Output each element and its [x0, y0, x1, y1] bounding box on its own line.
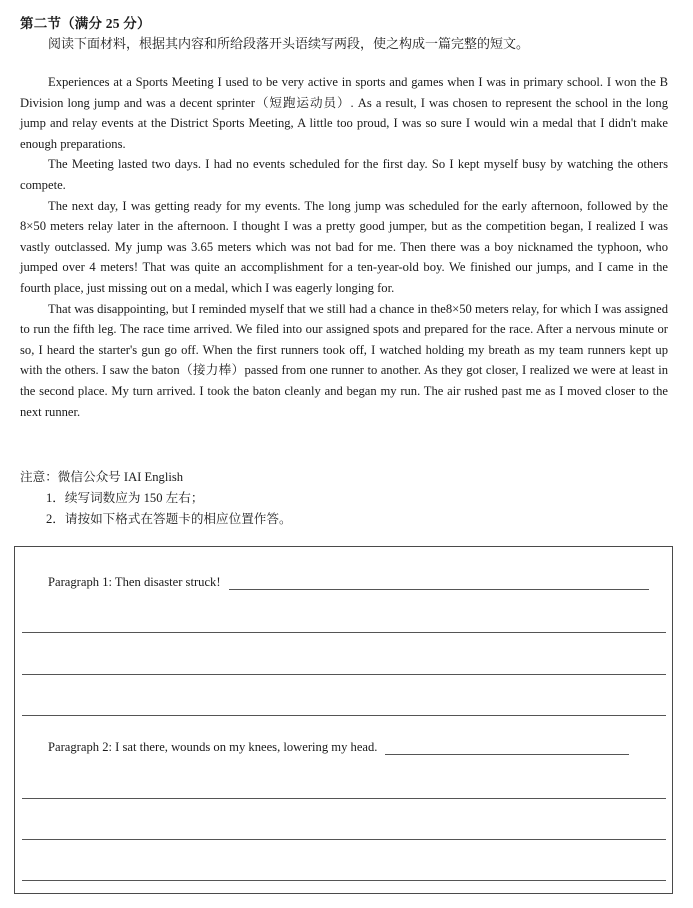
- note-item-word-count: 1．续写词数应为 150 左右；: [46, 491, 204, 505]
- answer-box: [14, 546, 673, 894]
- passage-paragraph-2: The Meeting lasted two days. I had no events scheduled for the first day. So I kept myself busy by watching the others compete.: [20, 157, 668, 192]
- writing-line[interactable]: [22, 798, 666, 799]
- writing-line[interactable]: [229, 589, 649, 590]
- paragraph-2-prompt-line: [48, 740, 629, 755]
- note-item-format: 2．请按如下格式在答题卡的相应位置作答。: [46, 512, 292, 526]
- writing-line[interactable]: [22, 880, 666, 881]
- paragraph-2-prompt: Paragraph 2: I sat there, wounds on my knees, lowering my head.: [48, 740, 378, 754]
- note-label: 注意：微信公众号 IAI English: [20, 470, 184, 484]
- reading-passage: [20, 72, 668, 422]
- paragraph-1-prompt: Paragraph 1: Then disaster struck!: [48, 575, 221, 589]
- writing-line[interactable]: [22, 715, 666, 716]
- writing-line[interactable]: [22, 839, 666, 840]
- notes: [20, 467, 292, 530]
- writing-line[interactable]: [385, 754, 629, 755]
- paragraph-1-prompt-line: [48, 575, 649, 590]
- section-instruction: 阅读下面材料，根据其内容和所给段落开头语续写两段，使之构成一篇完整的短文。: [48, 36, 530, 51]
- passage-paragraph-4: That was disappointing, but I reminded myself that we still had a chance in the8×50 meters relay, for which I was assigned to run the fifth leg. The race time arrived. We filed into our assigned spots and prepared for the race. After a nervous minute or so, I heard the starter's gun go off. When the first runners took off, I watched holding my breath as my team runners kept up with the others. I saw the baton（接力棒）passed from one runner to another. As they got closer, I realized we were at least in the second place. My turn arrived. I took the baton cleanly and began my run. The air rushed past me as I moved closer to the next runner.: [20, 301, 668, 419]
- passage-paragraph-3: The next day, I was getting ready for my events. The long jump was scheduled for the early afternoon, followed by the 8×50 meters relay later in the afternoon. I thought I was a pretty good jumper, but as the competition began, I realized I was vastly outclassed. My jump was 3.65 meters which was not bad for me. Then there was a boy nicknamed the typhoon, who jumped over 4 meters! That was quite an accomplishment for a ten-year-old boy. We finished our jumps, and I came in the fourth place, just missing out on a medal, which I was eagerly longing for.: [20, 198, 668, 295]
- section-title: 第二节（满分 25 分）: [20, 16, 151, 31]
- writing-line[interactable]: [22, 632, 666, 633]
- passage-paragraph-1: Experiences at a Sports Meeting I used to be very active in sports and games when I was in primary school. I won the B Division long jump and was a decent sprinter（短跑运动员）. As a result, I was chosen to represent the school in the long jump and relay events at the District Sports Meeting, A little too proud, I was so sure I would win a medal that I didn't make enough preparations.: [20, 75, 668, 151]
- writing-line[interactable]: [22, 674, 666, 675]
